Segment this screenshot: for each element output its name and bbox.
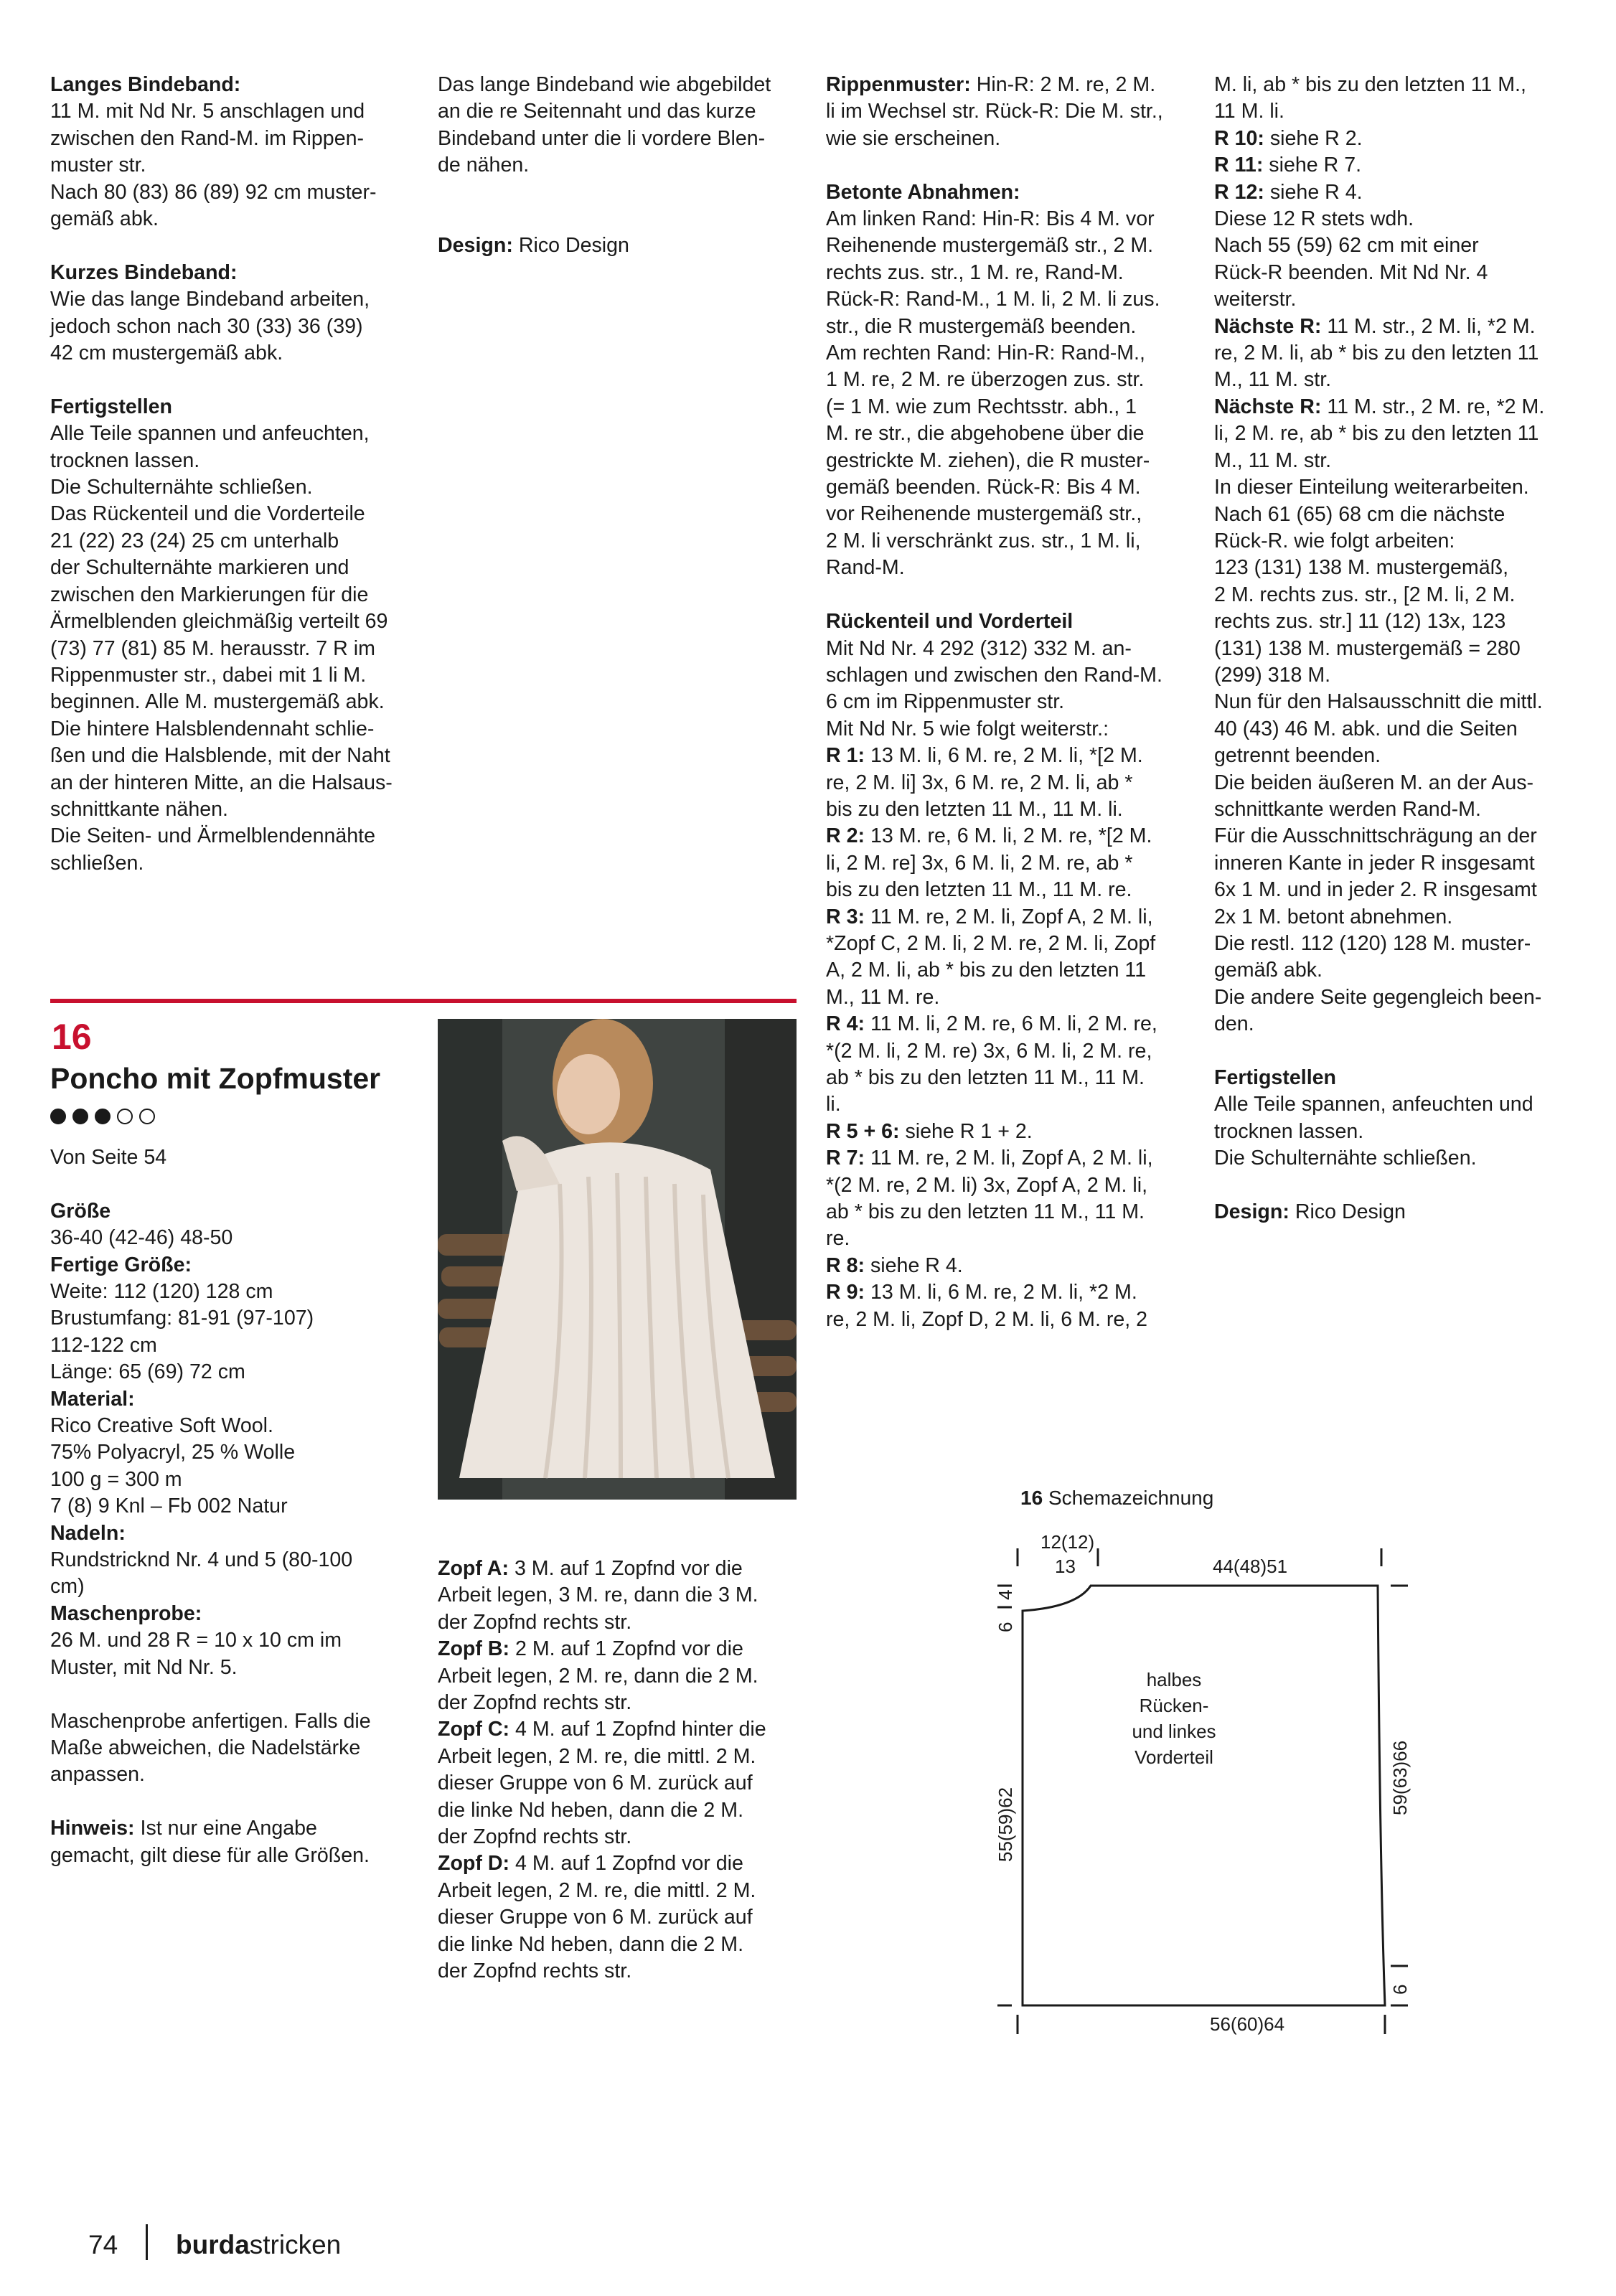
text-line: 6 cm im Rippenmuster str.: [826, 690, 1065, 714]
text-line: zwischen den Markierungen für die: [50, 583, 369, 606]
text-line: 100 g = 300 m: [50, 1467, 182, 1491]
schema-title: 16 Schemazeichnung: [1020, 1487, 1214, 1509]
schema-label-left-top-a: 4: [995, 1589, 1016, 1600]
text-line: li, 2 M. re, ab * bis zu den letzten 11: [1214, 422, 1539, 446]
maschenprobe-label: Maschenprobe:: [50, 1601, 202, 1625]
zopf-b: Zopf B: 2 M. auf 1 Zopfnd vor die: [438, 1637, 743, 1661]
text-line: dieser Gruppe von 6 M. zurück auf: [438, 1772, 753, 1795]
kurzes-title: Kurzes Bindeband:: [50, 260, 238, 284]
text-line: Arbeit legen, 2 M. re, dann die 2 M.: [438, 1664, 758, 1688]
text-line: Arbeit legen, 2 M. re, die mittl. 2 M.: [438, 1878, 756, 1902]
row-8: R 8: siehe R 4.: [826, 1253, 963, 1277]
section-rule: [50, 999, 797, 1003]
difficulty-rating: [50, 1109, 155, 1124]
fertige-label: Fertige Größe:: [50, 1253, 192, 1276]
footer-brand: burdastricken: [176, 2230, 342, 2259]
row-1: R 1: 13 M. li, 6 M. re, 2 M. li, *[2 M.: [826, 744, 1143, 768]
text-line: der Zopfnd rechts str.: [438, 1959, 632, 1983]
difficulty-dot: [50, 1109, 66, 1124]
text-line: gemäß abk.: [1214, 959, 1323, 982]
text-line: bis zu den letzten 11 M., 11 M. re.: [826, 878, 1132, 902]
text-line: *(2 M. re, 2 M. li) 3x, Zopf A, 2 M. li,: [826, 1173, 1148, 1197]
text-line: die linke Nd heben, dann die 2 M.: [438, 1932, 744, 1956]
text-line: Am linken Rand: Hin-R: Bis 4 M. vor: [826, 207, 1155, 231]
text-line: dieser Gruppe von 6 M. zurück auf: [438, 1906, 753, 1929]
text-line: 123 (131) 138 M. mustergemäß,: [1214, 556, 1509, 580]
row-10: R 10: siehe R 2.: [1214, 126, 1363, 150]
text-line: schnittkante werden Rand-M.: [1214, 797, 1481, 821]
text-line: M., 11 M. re.: [826, 985, 940, 1009]
text-line: str., die R mustergemäß beenden.: [826, 314, 1137, 338]
text-line: vor Reihenende mustergemäß str.,: [826, 502, 1142, 526]
fertigstellen-title: Fertigstellen: [50, 395, 173, 418]
text-line: schließen.: [50, 851, 144, 875]
text-line: 42 cm mustergemäß abk.: [50, 342, 283, 365]
row-12: R 12: siehe R 4.: [1214, 180, 1363, 204]
design-credit-2: Design: Rico Design: [1214, 1200, 1406, 1224]
text-line: li, 2 M. re] 3x, 6 M. li, 2 M. re, ab *: [826, 851, 1133, 875]
text-line: anpassen.: [50, 1763, 145, 1787]
column-1-bottom: [50, 1144, 409, 1869]
hinweis: Hinweis: Ist nur eine Angabe: [50, 1817, 317, 1840]
text-line: 7 (8) 9 Knl – Fb 002 Natur: [50, 1495, 288, 1518]
text-line: 36-40 (42-46) 48-50: [50, 1226, 233, 1250]
schema-label-left-top-b: 6: [995, 1622, 1016, 1632]
section-title: Poncho mit Zopfmuster: [50, 1062, 381, 1095]
rueckenteil-title: Rückenteil und Vorderteil: [826, 610, 1074, 634]
text-line: muster str.: [50, 154, 146, 177]
text-line: Nach 61 (65) 68 cm die nächste: [1214, 502, 1505, 526]
zopf-a: Zopf A: 3 M. auf 1 Zopfnd vor die: [438, 1557, 743, 1580]
schema-label-top-small-b: 13: [1055, 1556, 1076, 1577]
difficulty-dot: [72, 1109, 88, 1124]
text-line: gestrickte M. ziehen), die R muster-: [826, 448, 1150, 472]
column-3: [826, 72, 1185, 1333]
text-line: Diese 12 R stets wdh.: [1214, 207, 1414, 231]
langes-title: Langes Bindeband:: [50, 73, 241, 96]
material-label: Material:: [50, 1387, 135, 1411]
text-line: A, 2 M. li, ab * bis zu den letzten 11: [826, 959, 1147, 982]
text-line: Für die Ausschnittschrägung an der: [1214, 824, 1537, 848]
schema-label-top-small-a: 12(12): [1040, 1531, 1095, 1553]
text-line: Rück-R: Rand-M., 1 M. li, 2 M. li zus.: [826, 288, 1160, 311]
text-line: 40 (43) 46 M. abk. und die Seiten: [1214, 717, 1518, 740]
text-line: Die restl. 112 (120) 128 M. muster-: [1214, 932, 1531, 955]
text-line: 2x 1 M. betont abnehmen.: [1214, 905, 1453, 928]
text-line: 11 M. li.: [1214, 100, 1284, 123]
text-line: Am rechten Rand: Hin-R: Rand-M.,: [826, 342, 1145, 365]
design-credit: Design: Rico Design: [438, 234, 629, 258]
text-line: die linke Nd heben, dann die 2 M.: [438, 1798, 744, 1822]
text-line: Nun für den Halsausschnitt die mittl.: [1214, 690, 1543, 714]
text-line: gemacht, gilt diese für alle Größen.: [50, 1843, 370, 1867]
text-line: ab * bis zu den letzten 11 M., 11 M.: [826, 1200, 1145, 1224]
text-line: der Zopfnd rechts str.: [438, 1610, 632, 1634]
next-row-1: Nächste R: 11 M. str., 2 M. li, *2 M.: [1214, 314, 1536, 338]
text-line: Rico Creative Soft Wool.: [50, 1414, 273, 1438]
text-line: re, 2 M. li, Zopf D, 2 M. li, 6 M. re, 2: [826, 1307, 1148, 1331]
text-line: (299) 318 M.: [1214, 663, 1331, 687]
schema-label-left-main: 55(59)62: [995, 1787, 1016, 1862]
text-line: Rippenmuster str., dabei mit 1 li M.: [50, 663, 367, 687]
text-line: Mit Nd Nr. 5 wie folgt weiterstr.:: [826, 717, 1109, 740]
schema-diagram: [990, 1478, 1435, 2052]
text-line: Weite: 112 (120) 128 cm: [50, 1280, 273, 1304]
text-line: Alle Teile spannen und anfeuchten,: [50, 422, 370, 446]
row-4: R 4: 11 M. li, 2 M. re, 6 M. li, 2 M. re,: [826, 1012, 1157, 1036]
text-line: (= 1 M. wie zum Rechtsstr. abh., 1: [826, 395, 1137, 418]
text-line: 21 (22) 23 (24) 25 cm unterhalb: [50, 529, 339, 552]
text-line: gemäß abk.: [50, 207, 159, 231]
zopf-d: Zopf D: 4 M. auf 1 Zopfnd vor die: [438, 1852, 743, 1876]
text-line: Mit Nd Nr. 4 292 (312) 332 M. an-: [826, 636, 1132, 660]
von-seite: Von Seite 54: [50, 1146, 167, 1169]
groesse-label: Größe: [50, 1199, 111, 1223]
schema-label-right-main: 59(63)66: [1389, 1740, 1411, 1815]
text-line: Muster, mit Nd Nr. 5.: [50, 1655, 238, 1679]
text-line: Die Schulternähte schließen.: [1214, 1147, 1477, 1170]
schema-label-right-bottom: 6: [1389, 1984, 1411, 1995]
text-line: Ärmelblenden gleichmäßig verteilt 69: [50, 610, 388, 634]
text-line: Die andere Seite gegengleich been-: [1214, 985, 1542, 1009]
text-line: Länge: 65 (69) 72 cm: [50, 1360, 245, 1384]
text-line: inneren Kante in jeder R insgesamt: [1214, 851, 1535, 875]
text-line: *(2 M. li, 2 M. re) 3x, 6 M. li, 2 M. re,: [826, 1039, 1152, 1063]
row-5-6: R 5 + 6: siehe R 1 + 2.: [826, 1119, 1033, 1143]
difficulty-dot: [117, 1109, 133, 1124]
text-line: 11 M. mit Nd Nr. 5 anschlagen und: [50, 100, 365, 123]
text-line: 2 M. li verschränkt zus. str., 1 M. li,: [826, 529, 1141, 552]
text-line: Arbeit legen, 3 M. re, dann die 3 M.: [438, 1584, 758, 1607]
row-7: R 7: 11 M. re, 2 M. li, Zopf A, 2 M. li,: [826, 1147, 1153, 1170]
nadeln-label: Nadeln:: [50, 1521, 126, 1545]
text-line: (131) 138 M. mustergemäß = 280: [1214, 636, 1521, 660]
text-line: re, 2 M. li, ab * bis zu den letzten 11: [1214, 342, 1539, 365]
text-line: Rundstricknd Nr. 4 und 5 (80-100: [50, 1548, 353, 1572]
text-line: 75% Polyacryl, 25 % Wolle: [50, 1441, 296, 1464]
text-line: re, 2 M. li] 3x, 6 M. re, 2 M. li, ab *: [826, 771, 1133, 794]
text-line: Die hintere Halsblendennaht schlie-: [50, 717, 375, 740]
text-line: den.: [1214, 1012, 1254, 1036]
text-line: Die Seiten- und Ärmelblendennähte: [50, 824, 376, 848]
text-line: Alle Teile spannen, anfeuchten und: [1214, 1093, 1533, 1116]
text-line: M., 11 M. str.: [1214, 448, 1332, 472]
difficulty-dot: [139, 1109, 155, 1124]
text-line: trocknen lassen.: [1214, 1119, 1364, 1143]
text-line: jedoch schon nach 30 (33) 36 (39): [50, 314, 363, 338]
schema-label-top-wide: 44(48)51: [1213, 1556, 1288, 1577]
text-line: 26 M. und 28 R = 10 x 10 cm im: [50, 1629, 342, 1652]
text-line: Arbeit legen, 2 M. re, die mittl. 2 M.: [438, 1744, 756, 1768]
schema-center-2: Rücken-: [1139, 1695, 1209, 1716]
text-line: re.: [826, 1227, 850, 1251]
rippenmuster: Rippenmuster: Hin-R: 2 M. re, 2 M.: [826, 73, 1156, 96]
footer-divider: [146, 2224, 148, 2260]
text-line: wie sie erscheinen.: [826, 126, 1001, 150]
column-1-top: [50, 72, 409, 877]
text-line: gemäß beenden. Rück-R: Bis 4 M.: [826, 476, 1141, 499]
schema-label-bottom: 56(60)64: [1210, 2013, 1285, 2035]
text-line: Rück-R. wie folgt arbeiten:: [1214, 529, 1455, 552]
schema-outline: [1023, 1586, 1385, 2005]
text-line: Brustumfang: 81-91 (97-107): [50, 1307, 314, 1330]
text-line: Wie das lange Bindeband arbeiten,: [50, 288, 370, 311]
text-line: trocknen lassen.: [50, 448, 200, 472]
text-line: der Schulternähte markieren und: [50, 556, 349, 580]
next-row-2: Nächste R: 11 M. str., 2 M. re, *2 M.: [1214, 395, 1545, 418]
page-number: 74: [88, 2230, 118, 2259]
text-line: Die Schulternähte schließen.: [50, 476, 313, 499]
text-line: an der hinteren Mitte, an die Halsaus-: [50, 771, 393, 794]
text-line: rechts zus. str.] 11 (12) 13x, 123: [1214, 610, 1506, 634]
text-line: schnittkante nähen.: [50, 797, 228, 821]
row-2: R 2: 13 M. re, 6 M. li, 2 M. re, *[2 M.: [826, 824, 1152, 848]
text-line: *Zopf C, 2 M. li, 2 M. re, 2 M. li, Zopf: [826, 931, 1156, 955]
text-line: Maschenprobe anfertigen. Falls die: [50, 1709, 371, 1733]
text-line: getrennt beenden.: [1214, 744, 1381, 768]
text-line: Das Rückenteil und die Vorderteile: [50, 502, 365, 526]
text-line: an die re Seitennaht und das kurze: [438, 100, 756, 123]
text-line: zwischen den Rand-M. im Rippen-: [50, 126, 365, 150]
row-11: R 11: siehe R 7.: [1214, 154, 1362, 177]
row-3: R 3: 11 M. re, 2 M. li, Zopf A, 2 M. li,: [826, 905, 1153, 928]
text-line: ab * bis zu den letzten 11 M., 11 M.: [826, 1066, 1145, 1089]
column-2-bottom: [438, 1556, 797, 1985]
text-line: Bindeband unter die li vordere Blen-: [438, 126, 766, 150]
text-line: Die beiden äußeren M. an der Aus-: [1214, 771, 1534, 794]
text-line: Rand-M.: [826, 556, 905, 580]
betonte-title: Betonte Abnahmen:: [826, 180, 1020, 204]
text-line: der Zopfnd rechts str.: [438, 1825, 632, 1849]
column-2-top: [438, 72, 797, 260]
text-line: beginnen. Alle M. mustergemäß abk.: [50, 690, 385, 714]
poncho-photo-illustration: [438, 1019, 797, 1500]
poncho-photo: [438, 1019, 797, 1500]
text-line: 1 M. re, 2 M. re überzogen zus. str.: [826, 368, 1145, 392]
text-line: schlagen und zwischen den Rand-M.: [826, 663, 1162, 687]
text-line: M. li, ab * bis zu den letzten 11 M.,: [1214, 73, 1526, 96]
text-line: M. re str., die abgehobene über die: [826, 422, 1145, 446]
text-line: li im Wechsel str. Rück-R: Die M. str.,: [826, 100, 1163, 123]
text-line: der Zopfnd rechts str.: [438, 1691, 632, 1715]
text-line: li.: [826, 1093, 841, 1116]
text-line: 6x 1 M. und in jeder 2. R insgesamt: [1214, 878, 1537, 902]
text-line: bis zu den letzten 11 M., 11 M. li.: [826, 797, 1123, 821]
zopf-c: Zopf C: 4 M. auf 1 Zopfnd hinter die: [438, 1718, 766, 1741]
difficulty-dot: [95, 1109, 111, 1124]
text-line: rechts zus. str., 1 M. re, Rand-M.: [826, 260, 1124, 284]
text-line: de nähen.: [438, 154, 530, 177]
text-line: cm): [50, 1575, 85, 1599]
text-line: 2 M. rechts zus. str., [2 M. li, 2 M.: [1214, 583, 1516, 606]
schema-center-3: und linkes: [1132, 1721, 1216, 1742]
text-line: Nach 80 (83) 86 (89) 92 cm muster-: [50, 180, 377, 204]
column-4: [1214, 72, 1587, 1225]
text-line: Rück-R beenden. Mit Nd Nr. 4: [1214, 260, 1488, 284]
text-line: Nach 55 (59) 62 cm mit einer: [1214, 234, 1479, 258]
text-line: ßen und die Halsblende, mit der Naht: [50, 744, 390, 768]
text-line: In dieser Einteilung weiterarbeiten.: [1214, 476, 1529, 499]
text-line: Das lange Bindeband wie abgebildet: [438, 73, 771, 96]
text-line: 112-122 cm: [50, 1333, 157, 1357]
schema-center-4: Vorderteil: [1135, 1746, 1213, 1768]
text-line: Maße abweichen, die Nadelstärke: [50, 1736, 361, 1759]
text-line: (73) 77 (81) 85 M. herausstr. 7 R im: [50, 636, 375, 660]
schema-center-1: halbes: [1146, 1669, 1202, 1690]
section-number: 16: [52, 1017, 92, 1057]
text-line: weiterstr.: [1214, 288, 1297, 311]
row-9: R 9: 13 M. li, 6 M. re, 2 M. li, *2 M.: [826, 1281, 1137, 1304]
text-line: M., 11 M. str.: [1214, 368, 1332, 392]
schema-ticks: [997, 1548, 1408, 2034]
fertigstellen-title-2: Fertigstellen: [1214, 1066, 1337, 1090]
text-line: Reihenende mustergemäß str., 2 M.: [826, 234, 1154, 258]
